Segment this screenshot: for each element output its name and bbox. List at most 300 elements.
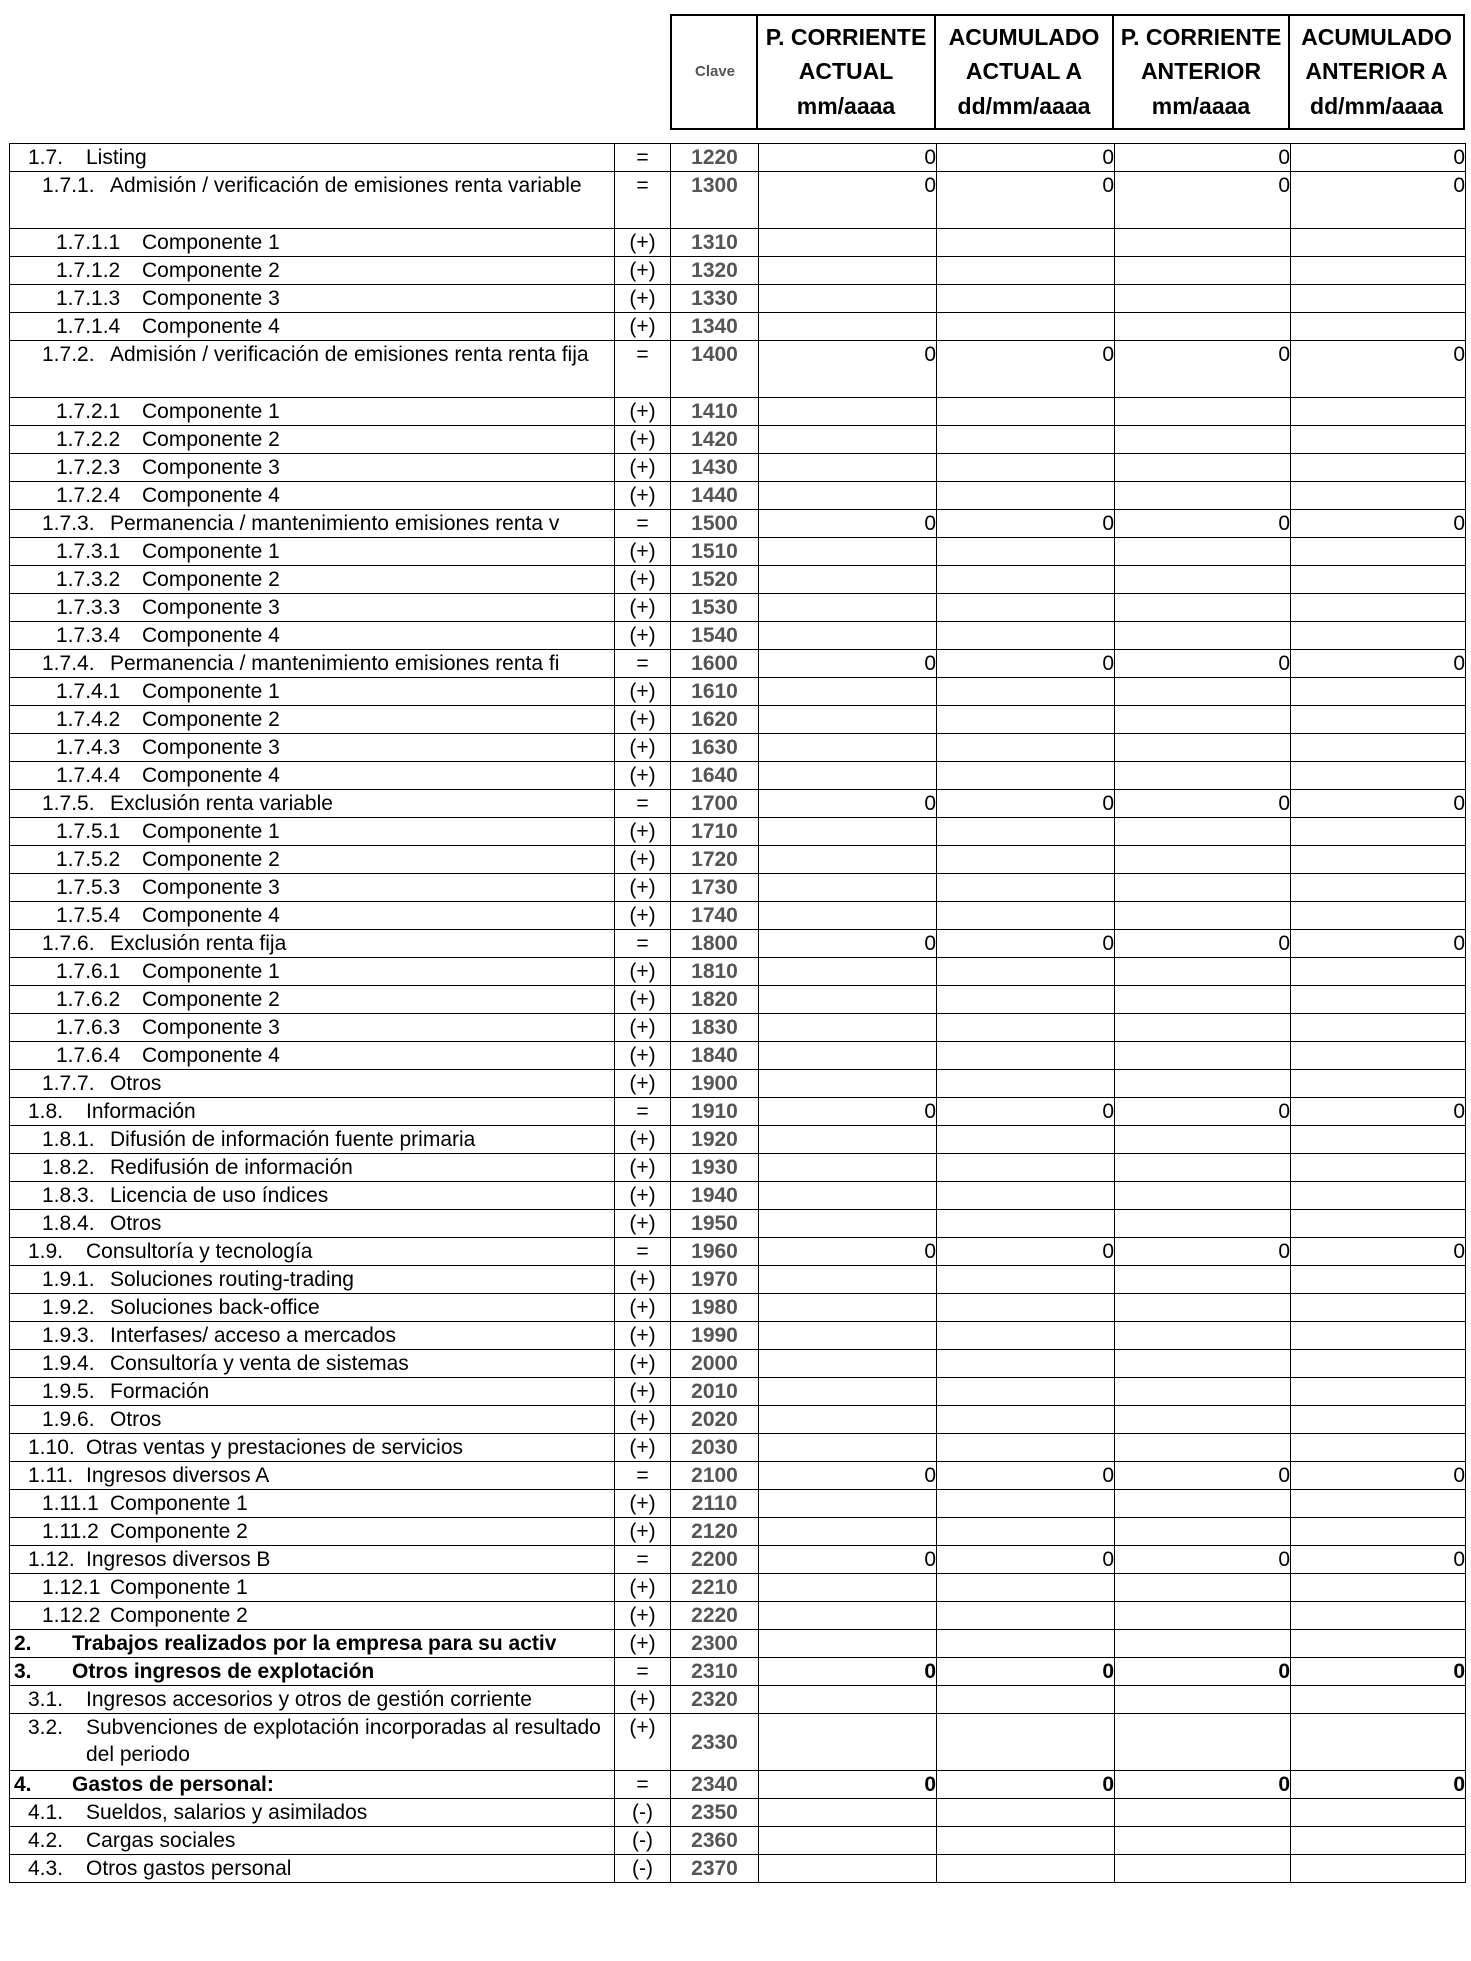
value-cell[interactable] <box>937 313 1115 341</box>
row-operator: = <box>615 930 671 958</box>
value-cell[interactable] <box>1291 229 1466 257</box>
value-cell[interactable] <box>1115 1070 1291 1098</box>
value-cell[interactable] <box>759 1070 937 1098</box>
table-row <box>10 454 1466 482</box>
value-cell[interactable] <box>1291 1827 1466 1855</box>
row-label <box>10 1686 615 1714</box>
row-description: Información <box>86 1100 196 1123</box>
value-cell[interactable]: 0 <box>1291 1658 1466 1686</box>
value-cell[interactable] <box>759 257 937 285</box>
value-cell[interactable] <box>1115 482 1291 510</box>
value-cell[interactable]: 0 <box>1115 341 1291 398</box>
value-cell[interactable] <box>937 1378 1115 1406</box>
value-cell[interactable] <box>937 1518 1115 1546</box>
value-cell[interactable] <box>1291 1126 1466 1154</box>
value-cell[interactable]: 0 <box>937 172 1115 229</box>
value-cell[interactable]: 0 <box>937 930 1115 958</box>
row-label <box>10 1827 615 1855</box>
value-cell[interactable]: 0 <box>1291 1098 1466 1126</box>
value-cell[interactable]: 0 <box>1291 790 1466 818</box>
value-cell[interactable]: 0 <box>1115 1462 1291 1490</box>
row-operator: (+) <box>615 734 671 762</box>
value-cell[interactable] <box>1115 1014 1291 1042</box>
value-cell[interactable] <box>937 1827 1115 1855</box>
value-cell[interactable] <box>937 482 1115 510</box>
value-cell[interactable] <box>1115 1855 1291 1883</box>
value-cell[interactable] <box>759 538 937 566</box>
value-cell[interactable] <box>937 1266 1115 1294</box>
row-description: Componente 4 <box>142 624 280 647</box>
value-cell[interactable] <box>1115 1266 1291 1294</box>
row-key: 1700 <box>671 790 759 818</box>
value-cell[interactable] <box>1115 1378 1291 1406</box>
clave-header <box>670 14 758 130</box>
value-cell[interactable] <box>1291 1490 1466 1518</box>
value-cell[interactable] <box>1291 1630 1466 1658</box>
row-key: 1710 <box>671 818 759 846</box>
row-description: Componente 2 <box>142 848 280 871</box>
row-number: 1.8.3. <box>42 1184 95 1207</box>
value-cell[interactable]: 0 <box>1291 930 1466 958</box>
value-cell[interactable]: 0 <box>759 650 937 678</box>
value-cell[interactable] <box>937 1042 1115 1070</box>
value-cell[interactable]: 0 <box>1291 650 1466 678</box>
value-cell[interactable] <box>937 1126 1115 1154</box>
value-cell[interactable]: 0 <box>937 1658 1115 1686</box>
value-cell[interactable] <box>759 622 937 650</box>
value-cell[interactable] <box>759 566 937 594</box>
value-cell[interactable] <box>1291 1574 1466 1602</box>
row-description: Componente 3 <box>142 876 280 899</box>
value-cell[interactable]: 0 <box>1115 790 1291 818</box>
value-cell[interactable] <box>759 902 937 930</box>
row-key: 2110 <box>671 1490 759 1518</box>
value-cell[interactable] <box>1291 454 1466 482</box>
row-key: 1810 <box>671 958 759 986</box>
value-cell[interactable] <box>937 229 1115 257</box>
row-operator: (+) <box>615 818 671 846</box>
value-cell[interactable] <box>937 1490 1115 1518</box>
value-cell[interactable] <box>759 1518 937 1546</box>
value-cell[interactable] <box>1115 1714 1291 1771</box>
row-label <box>10 986 615 1014</box>
value-cell[interactable] <box>1291 1014 1466 1042</box>
value-cell[interactable]: 0 <box>759 1658 937 1686</box>
value-cell[interactable] <box>1115 1322 1291 1350</box>
value-cell[interactable] <box>759 1378 937 1406</box>
value-cell[interactable] <box>759 285 937 313</box>
value-cell[interactable] <box>937 398 1115 426</box>
value-cell[interactable] <box>1115 285 1291 313</box>
value-cell[interactable] <box>1291 1855 1466 1883</box>
value-cell[interactable] <box>1115 958 1291 986</box>
value-cell[interactable] <box>1115 454 1291 482</box>
value-cell[interactable] <box>1115 594 1291 622</box>
value-cell[interactable] <box>1115 1434 1291 1462</box>
value-cell[interactable] <box>1115 1182 1291 1210</box>
row-key: 2030 <box>671 1434 759 1462</box>
row-key: 1530 <box>671 594 759 622</box>
value-cell[interactable] <box>1115 678 1291 706</box>
value-cell[interactable] <box>1291 1182 1466 1210</box>
row-number: 1.7.3.1 <box>56 540 121 563</box>
value-cell[interactable]: 0 <box>937 1098 1115 1126</box>
row-label <box>10 1042 615 1070</box>
value-cell[interactable] <box>1291 1266 1466 1294</box>
value-cell[interactable] <box>1115 1294 1291 1322</box>
row-description: Difusión de información fuente primaria <box>110 1128 476 1151</box>
row-key: 1930 <box>671 1154 759 1182</box>
value-cell[interactable]: 0 <box>1291 144 1466 172</box>
value-cell[interactable] <box>1291 1714 1466 1771</box>
value-cell[interactable] <box>1291 1042 1466 1070</box>
value-cell[interactable] <box>937 1182 1115 1210</box>
value-cell[interactable] <box>937 1799 1115 1827</box>
value-cell[interactable] <box>1291 818 1466 846</box>
value-cell[interactable] <box>1291 285 1466 313</box>
value-cell[interactable] <box>1291 257 1466 285</box>
value-cell[interactable] <box>937 1350 1115 1378</box>
value-cell[interactable] <box>1291 1294 1466 1322</box>
row-label <box>10 1602 615 1630</box>
value-cell[interactable] <box>937 538 1115 566</box>
value-cell[interactable] <box>759 482 937 510</box>
value-cell[interactable]: 0 <box>937 1238 1115 1266</box>
value-cell[interactable] <box>759 734 937 762</box>
value-cell[interactable] <box>759 313 937 341</box>
value-cell[interactable] <box>1115 1630 1291 1658</box>
value-cell[interactable]: 0 <box>1291 341 1466 398</box>
value-cell[interactable] <box>1291 846 1466 874</box>
value-cell[interactable] <box>759 1602 937 1630</box>
value-cell[interactable] <box>937 874 1115 902</box>
value-cell[interactable] <box>759 1154 937 1182</box>
value-cell[interactable] <box>1115 1827 1291 1855</box>
value-cell[interactable] <box>937 1434 1115 1462</box>
value-cell[interactable] <box>759 762 937 790</box>
value-cell[interactable]: 0 <box>937 790 1115 818</box>
value-cell[interactable]: 0 <box>1291 1771 1466 1799</box>
value-cell[interactable] <box>759 1855 937 1883</box>
value-cell[interactable] <box>937 285 1115 313</box>
value-cell[interactable] <box>1291 958 1466 986</box>
value-cell[interactable] <box>937 622 1115 650</box>
value-cell[interactable] <box>759 1827 937 1855</box>
value-cell[interactable] <box>1115 1686 1291 1714</box>
value-cell[interactable] <box>937 818 1115 846</box>
value-cell[interactable] <box>1291 622 1466 650</box>
value-cell[interactable] <box>1115 1602 1291 1630</box>
value-cell[interactable] <box>1291 1434 1466 1462</box>
value-cell[interactable] <box>1115 706 1291 734</box>
row-description: Redifusión de información <box>110 1156 353 1179</box>
value-cell[interactable] <box>1115 1350 1291 1378</box>
value-cell[interactable] <box>1115 1799 1291 1827</box>
table-row <box>10 958 1466 986</box>
value-cell[interactable]: 0 <box>1115 144 1291 172</box>
value-cell[interactable] <box>1291 1070 1466 1098</box>
value-cell[interactable]: 0 <box>1291 1546 1466 1574</box>
value-cell[interactable] <box>937 1855 1115 1883</box>
value-cell[interactable] <box>1115 1126 1291 1154</box>
value-cell[interactable] <box>937 1406 1115 1434</box>
value-cell[interactable] <box>759 1434 937 1462</box>
value-cell[interactable] <box>1291 1518 1466 1546</box>
value-cell[interactable] <box>759 1490 937 1518</box>
value-cell[interactable] <box>937 594 1115 622</box>
value-cell[interactable] <box>759 706 937 734</box>
row-operator: (+) <box>615 594 671 622</box>
table-row <box>10 1238 1466 1266</box>
row-label <box>10 930 615 958</box>
row-label <box>10 229 615 257</box>
value-cell[interactable] <box>1115 1406 1291 1434</box>
value-cell[interactable]: 0 <box>937 1771 1115 1799</box>
table-row <box>10 482 1466 510</box>
value-cell[interactable] <box>759 229 937 257</box>
value-cell[interactable] <box>759 454 937 482</box>
value-cell[interactable] <box>759 1210 937 1238</box>
value-cell[interactable] <box>937 1574 1115 1602</box>
value-cell[interactable] <box>759 398 937 426</box>
column-header-line: dd/mm/aaaa <box>957 93 1091 120</box>
row-operator: (+) <box>615 1294 671 1322</box>
value-cell[interactable] <box>759 1042 937 1070</box>
value-cell[interactable]: 0 <box>759 1771 937 1799</box>
value-cell[interactable] <box>1291 1378 1466 1406</box>
value-cell[interactable] <box>1291 426 1466 454</box>
column-header-line: ACUMULADO <box>948 23 1100 50</box>
value-cell[interactable] <box>1115 313 1291 341</box>
row-operator: (+) <box>615 706 671 734</box>
value-cell[interactable] <box>937 1154 1115 1182</box>
row-number: 1.7.3.2 <box>56 568 121 591</box>
row-label <box>10 650 615 678</box>
value-cell[interactable] <box>937 902 1115 930</box>
value-cell[interactable] <box>759 846 937 874</box>
value-cell[interactable] <box>759 678 937 706</box>
value-cell[interactable] <box>1291 538 1466 566</box>
value-cell[interactable] <box>1115 1574 1291 1602</box>
value-cell[interactable] <box>1291 1210 1466 1238</box>
value-cell[interactable] <box>1115 1490 1291 1518</box>
value-cell[interactable] <box>937 1294 1115 1322</box>
value-cell[interactable] <box>1291 1686 1466 1714</box>
row-description: Componente 3 <box>142 456 280 479</box>
value-cell[interactable] <box>937 1014 1115 1042</box>
value-cell[interactable] <box>1115 902 1291 930</box>
value-cell[interactable] <box>1115 538 1291 566</box>
value-cell[interactable] <box>759 1126 937 1154</box>
value-cell[interactable]: 0 <box>1115 650 1291 678</box>
value-cell[interactable]: 0 <box>1115 1771 1291 1799</box>
value-cell[interactable]: 0 <box>759 510 937 538</box>
value-cell[interactable] <box>1291 762 1466 790</box>
value-cell[interactable]: 0 <box>759 144 937 172</box>
value-cell[interactable]: 0 <box>759 790 937 818</box>
row-label <box>10 454 615 482</box>
row-description: Interfases/ acceso a mercados <box>110 1324 396 1347</box>
value-cell[interactable] <box>1115 622 1291 650</box>
value-cell[interactable]: 0 <box>1115 510 1291 538</box>
value-cell[interactable]: 0 <box>937 510 1115 538</box>
value-cell[interactable] <box>1291 874 1466 902</box>
value-cell[interactable] <box>937 454 1115 482</box>
value-cell[interactable] <box>1115 1042 1291 1070</box>
value-cell[interactable] <box>1291 678 1466 706</box>
row-number: 1.11.2 <box>42 1520 99 1543</box>
table-row <box>10 1855 1466 1883</box>
value-cell[interactable]: 0 <box>1115 1658 1291 1686</box>
value-cell[interactable]: 0 <box>937 1462 1115 1490</box>
row-label <box>10 1378 615 1406</box>
value-cell[interactable]: 0 <box>759 1238 937 1266</box>
value-cell[interactable] <box>937 1630 1115 1658</box>
row-number: 1.7.2.4 <box>56 484 121 507</box>
value-cell[interactable] <box>1115 566 1291 594</box>
value-cell[interactable] <box>1291 986 1466 1014</box>
value-cell[interactable] <box>759 958 937 986</box>
value-cell[interactable]: 0 <box>759 1098 937 1126</box>
value-cell[interactable] <box>1291 398 1466 426</box>
value-cell[interactable] <box>759 1182 937 1210</box>
row-number: 1.7.2.2 <box>56 428 121 451</box>
row-operator: (+) <box>615 1210 671 1238</box>
value-cell[interactable] <box>1291 566 1466 594</box>
value-cell[interactable] <box>937 734 1115 762</box>
value-cell[interactable] <box>937 426 1115 454</box>
row-number: 1.7.5. <box>42 792 95 815</box>
row-key: 1610 <box>671 678 759 706</box>
value-cell[interactable] <box>1291 594 1466 622</box>
row-key: 1330 <box>671 285 759 313</box>
value-cell[interactable]: 0 <box>759 930 937 958</box>
row-number: 1.9.1. <box>42 1268 95 1291</box>
value-cell[interactable] <box>937 706 1115 734</box>
value-cell[interactable] <box>759 1266 937 1294</box>
value-cell[interactable] <box>1115 986 1291 1014</box>
value-cell[interactable] <box>1115 257 1291 285</box>
row-label <box>10 874 615 902</box>
value-cell[interactable] <box>937 566 1115 594</box>
value-cell[interactable] <box>1291 1154 1466 1182</box>
value-cell[interactable]: 0 <box>1115 1238 1291 1266</box>
value-cell[interactable] <box>937 986 1115 1014</box>
statement-table <box>9 143 1466 1883</box>
row-number: 4. <box>14 1773 32 1796</box>
value-cell[interactable] <box>1291 706 1466 734</box>
value-cell[interactable]: 0 <box>759 1546 937 1574</box>
value-cell[interactable] <box>937 1070 1115 1098</box>
value-cell[interactable] <box>937 1714 1115 1771</box>
value-cell[interactable]: 0 <box>1115 930 1291 958</box>
value-cell[interactable] <box>1115 734 1291 762</box>
value-cell[interactable]: 0 <box>1291 510 1466 538</box>
value-cell[interactable] <box>759 874 937 902</box>
value-cell[interactable]: 0 <box>1115 1546 1291 1574</box>
row-operator: (+) <box>615 313 671 341</box>
value-cell[interactable] <box>759 1630 937 1658</box>
value-cell[interactable] <box>1115 1154 1291 1182</box>
value-cell[interactable] <box>1291 1406 1466 1434</box>
value-cell[interactable] <box>759 1574 937 1602</box>
value-cell[interactable] <box>1115 229 1291 257</box>
value-cell[interactable] <box>1115 1210 1291 1238</box>
row-operator: = <box>615 1771 671 1799</box>
value-cell[interactable]: 0 <box>759 172 937 229</box>
row-operator: (+) <box>615 257 671 285</box>
value-cell[interactable]: 0 <box>1291 1462 1466 1490</box>
value-cell[interactable] <box>1115 426 1291 454</box>
row-operator: (+) <box>615 1378 671 1406</box>
value-cell[interactable] <box>759 986 937 1014</box>
value-cell[interactable]: 0 <box>1115 1098 1291 1126</box>
value-cell[interactable] <box>1115 1518 1291 1546</box>
value-cell[interactable]: 0 <box>759 1462 937 1490</box>
row-number: 1.7.2. <box>42 343 95 366</box>
value-cell[interactable] <box>937 257 1115 285</box>
value-cell[interactable] <box>759 1014 937 1042</box>
value-cell[interactable] <box>1115 846 1291 874</box>
value-cell[interactable] <box>937 1686 1115 1714</box>
row-operator: (+) <box>615 1014 671 1042</box>
value-cell[interactable] <box>1291 1350 1466 1378</box>
value-cell[interactable] <box>937 1602 1115 1630</box>
value-cell[interactable] <box>937 1210 1115 1238</box>
value-cell[interactable]: 0 <box>1291 172 1466 229</box>
value-cell[interactable] <box>759 1406 937 1434</box>
value-cell[interactable]: 0 <box>937 341 1115 398</box>
value-cell[interactable] <box>937 678 1115 706</box>
value-cell[interactable] <box>1115 818 1291 846</box>
value-cell[interactable] <box>1291 1799 1466 1827</box>
value-cell[interactable] <box>937 762 1115 790</box>
row-description: Componente 2 <box>142 568 280 591</box>
row-label <box>10 341 615 398</box>
value-cell[interactable] <box>759 1350 937 1378</box>
value-cell[interactable] <box>759 1799 937 1827</box>
value-cell[interactable] <box>1115 874 1291 902</box>
value-cell[interactable]: 0 <box>937 1546 1115 1574</box>
value-cell[interactable]: 0 <box>937 144 1115 172</box>
value-cell[interactable] <box>759 426 937 454</box>
value-cell[interactable]: 0 <box>1291 1238 1466 1266</box>
value-cell[interactable] <box>1291 1322 1466 1350</box>
value-cell[interactable] <box>937 1322 1115 1350</box>
value-cell[interactable] <box>759 594 937 622</box>
value-cell[interactable]: 0 <box>1115 172 1291 229</box>
value-cell[interactable] <box>759 1714 937 1771</box>
value-cell[interactable] <box>937 958 1115 986</box>
value-cell[interactable] <box>1291 734 1466 762</box>
value-cell[interactable] <box>759 1686 937 1714</box>
value-cell[interactable] <box>759 1294 937 1322</box>
value-cell[interactable]: 0 <box>759 341 937 398</box>
value-cell[interactable] <box>759 1322 937 1350</box>
value-cell[interactable] <box>937 846 1115 874</box>
table-row <box>10 790 1466 818</box>
value-cell[interactable] <box>1291 1602 1466 1630</box>
value-cell[interactable] <box>1291 313 1466 341</box>
value-cell[interactable] <box>1115 398 1291 426</box>
table-row <box>10 678 1466 706</box>
value-cell[interactable] <box>1115 762 1291 790</box>
value-cell[interactable] <box>1291 902 1466 930</box>
value-cell[interactable] <box>759 818 937 846</box>
row-number: 1.7.1.2 <box>56 259 121 282</box>
value-cell[interactable] <box>1291 482 1466 510</box>
value-cell[interactable]: 0 <box>937 650 1115 678</box>
